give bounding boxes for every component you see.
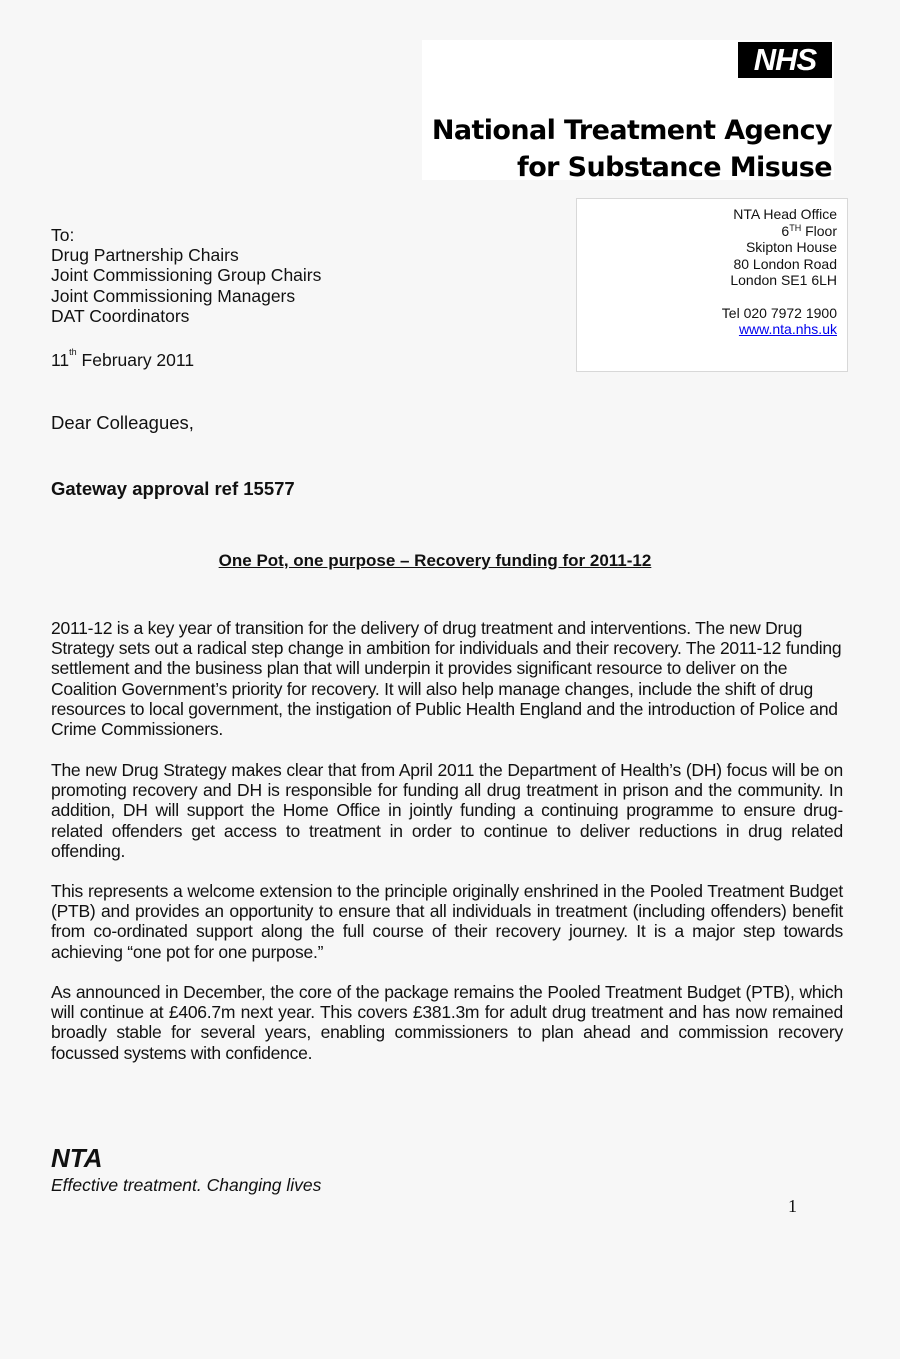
body-paragraph: This represents a welcome extension to the principle originally enshrined in the Pooled Treatment Budget (PTB) and provides an opportunity to ensure that all individuals in treatment (including offenders) benefit from co-ordinated support along the full course of their recovery journey. It is a major step towards achieving “one pot for one purpose.” [51, 881, 843, 962]
floor-suffix: TH [789, 222, 802, 233]
address-floor [577, 223, 837, 240]
body-paragraph: As announced in December, the core of the package remains the Pooled Treatment Budget (PTB), which will continue at £406.7m next year. This covers £381.3m for adult drug treatment and has now remained broadly stable for several years, enabling commissioners to plan ahead and commission recovery focussed systems with confidence. [51, 982, 843, 1063]
date-rest: February 2011 [76, 350, 195, 370]
recipient-item: Joint Commissioning Group Chairs [51, 265, 322, 286]
address-street: 80 London Road [733, 255, 837, 272]
floor-word: Floor [801, 222, 837, 239]
floor-number: 6 [781, 222, 790, 239]
recipient-item: Joint Commissioning Managers [51, 285, 296, 306]
gateway-reference: Gateway approval ref 15577 [51, 478, 295, 499]
agency-name [432, 112, 832, 186]
page-number: 1 [788, 1196, 797, 1216]
letter-title: One Pot, one purpose – Recovery funding for 2011-12 [218, 551, 652, 570]
agency-name-line1: National Treatment Agency [431, 115, 832, 146]
agency-name-line2: for Substance Misuse [517, 152, 832, 183]
nhs-logo: NHS [738, 42, 832, 78]
date-day: 11 [51, 350, 70, 370]
body-paragraph: The new Drug Strategy makes clear that from April 2011 the Department of Health’s (DH) focus will be on promoting recovery and DH is responsible for funding all drug treatment in prison and the community. In addition, DH will support the Home Office in jointly funding a continuing programme to ensure drug-related offenders get access to treatment in order to continue to deliver reductions in drug related offending. [51, 760, 843, 861]
body-paragraph: 2011-12 is a key year of transition for the delivery of drug treatment and interventions. The new Drug Strategy sets out a radical step change in ambition for individuals and their recovery. The 2011-12 funding settlement and the business plan that will underpin it provides significant resource to deliver on the Coalition Government’s priority for recovery. It will also help manage changes, include the shift of drug resources to local government, the instigation of Public Health England and the introduction of Police and Crime Commissioners. [51, 618, 842, 740]
recipient-item: Drug Partnership Chairs [51, 245, 239, 266]
address-office: NTA Head Office [733, 206, 837, 222]
address-city: London SE1 6LH [730, 272, 837, 288]
footer-tagline: Effective treatment. Changing lives [51, 1175, 322, 1195]
address-box [576, 198, 848, 372]
to-label: To: [51, 225, 75, 245]
salutation: Dear Colleagues, [51, 412, 194, 433]
website-link[interactable]: www.nta.nhs.uk [738, 321, 837, 337]
letterhead-logo [422, 40, 834, 183]
date-suffix: th [69, 347, 77, 357]
address-tel: Tel 020 7972 1900 [721, 304, 837, 321]
address-building: Skipton House [745, 239, 837, 255]
recipient-item: DAT Coordinators [51, 305, 190, 326]
recipients [51, 225, 321, 326]
footer-org: NTA [51, 1143, 103, 1173]
address-spacer [577, 289, 837, 305]
letter-date [51, 347, 195, 371]
